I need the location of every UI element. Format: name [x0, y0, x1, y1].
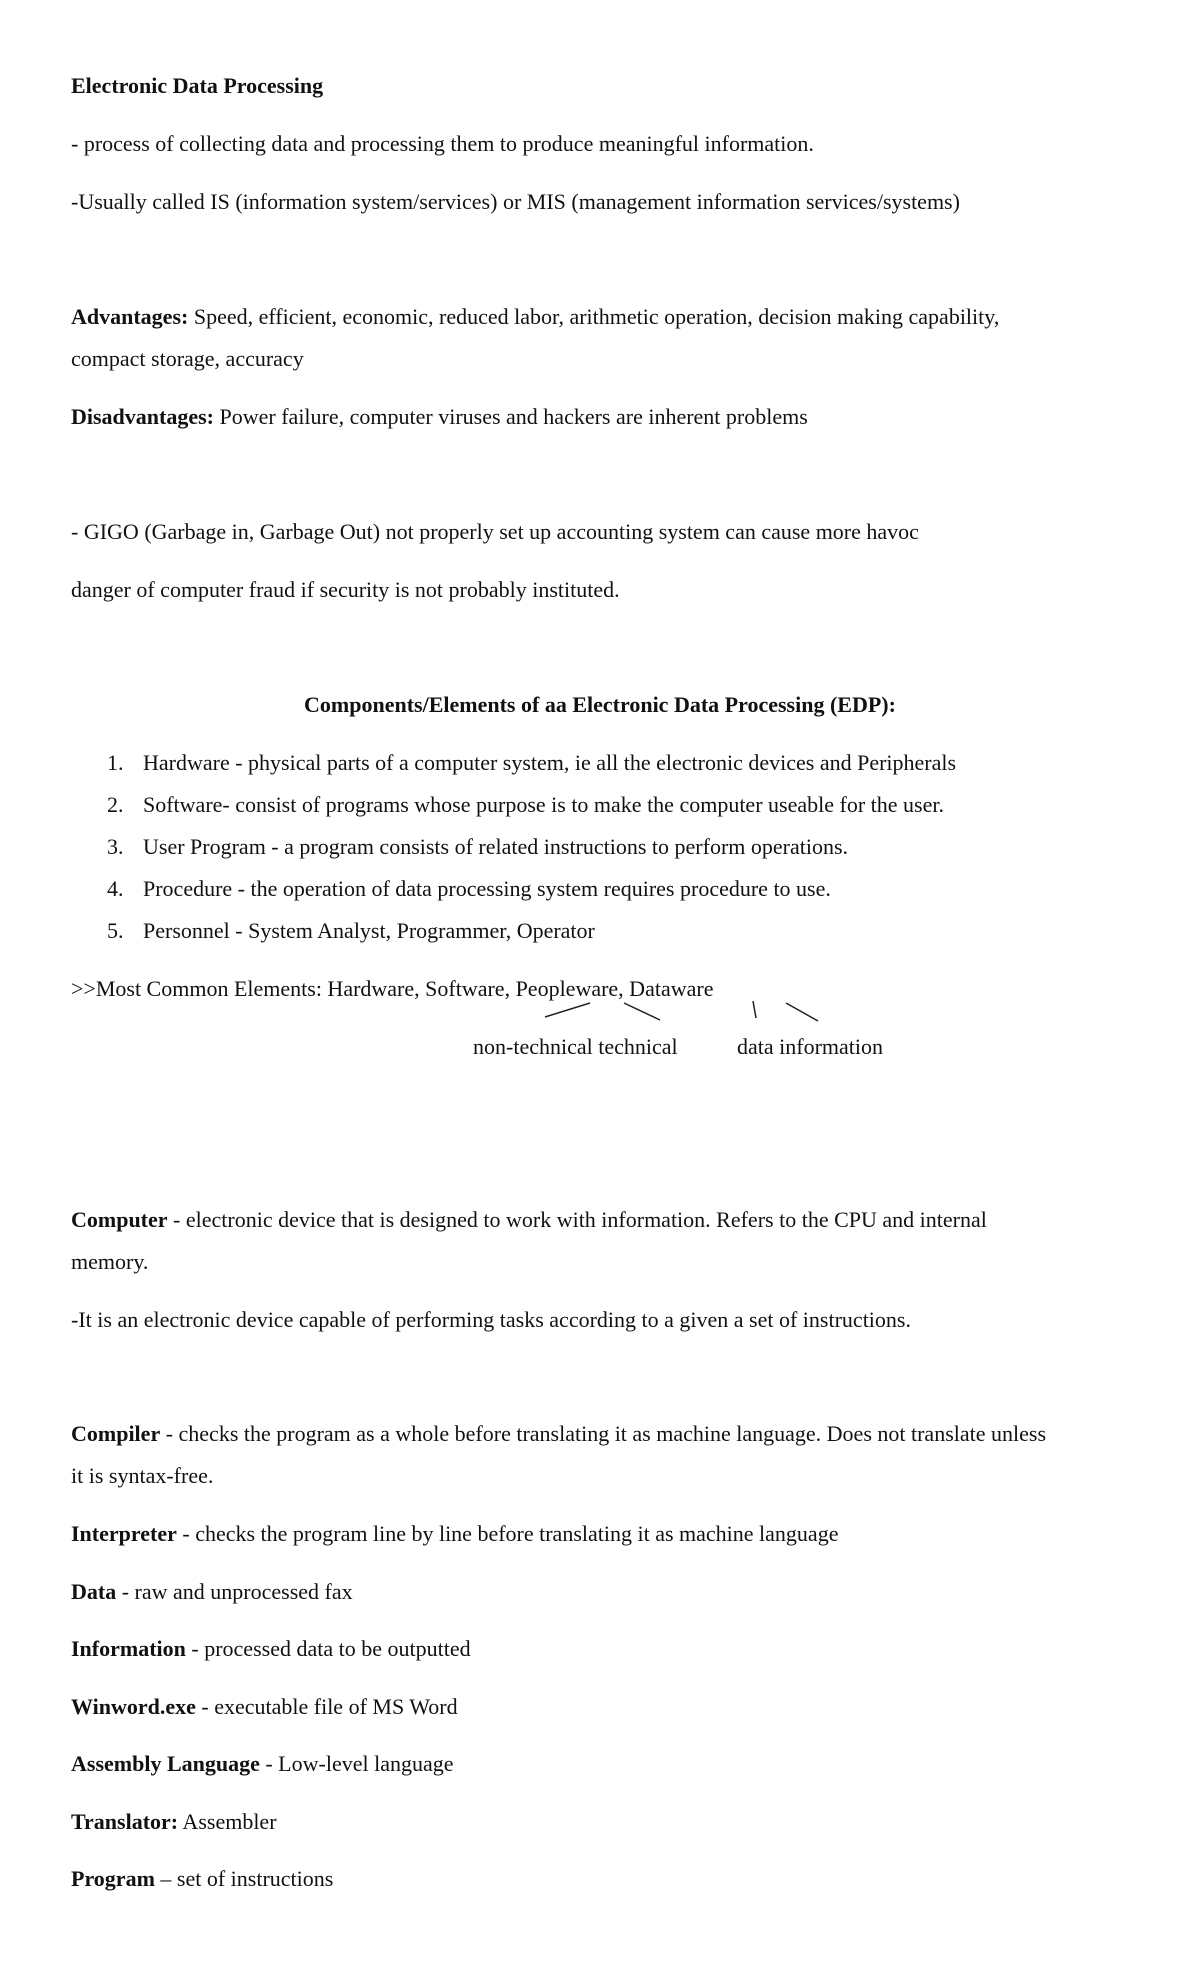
list-number: 4.	[107, 876, 124, 901]
definition-text: - checks the program line by line before translating it as machine language	[176, 1521, 839, 1546]
advantages-text: Speed, efficient, economic, reduced labor, arithmetic operation, decision making capability,	[188, 304, 1000, 329]
definition-data	[71, 1572, 353, 1612]
disadvantages-label: Disadvantages:	[71, 404, 215, 429]
list-text: Software- consist of programs whose purpose is to make the computer useable for the user.	[143, 792, 944, 817]
dataware-annotation: data information	[737, 1034, 884, 1059]
definition-translator	[71, 1802, 277, 1842]
list-item	[107, 911, 595, 951]
disadvantages-line	[71, 397, 808, 437]
definition-text: - executable file of MS Word	[195, 1694, 458, 1719]
definition-text: - processed data to be outputted	[185, 1636, 471, 1661]
definition-assembly-language	[71, 1744, 454, 1784]
list-number: 5.	[107, 918, 124, 943]
list-text: Hardware - physical parts of a computer system, ie all the electronic devices and Peripherals	[143, 750, 957, 775]
definition-compiler	[71, 1414, 1046, 1454]
computer-continuation: memory.	[71, 1249, 149, 1274]
definition-winword	[71, 1687, 458, 1727]
list-text: Personnel - System Analyst, Programmer, Operator	[143, 918, 595, 943]
definition-text: – set of instructions	[154, 1866, 334, 1891]
definition-term: Compiler	[71, 1421, 161, 1446]
definition-interpreter	[71, 1514, 838, 1554]
definition-information	[71, 1629, 471, 1669]
gigo-line-2: danger of computer fraud if security is not probably instituted.	[71, 577, 620, 602]
advantages-continuation: compact storage, accuracy	[71, 346, 304, 371]
annotation-stroke	[786, 1003, 818, 1021]
definition-text: - raw and unprocessed fax	[116, 1579, 353, 1604]
definition-term: Translator:	[71, 1809, 179, 1834]
definition-term: Data	[71, 1579, 117, 1604]
components-heading: Components/Elements of aa Electronic Data Processing (EDP):	[304, 692, 896, 717]
list-number: 3.	[107, 834, 124, 859]
list-text: User Program - a program consists of related instructions to perform operations.	[143, 834, 849, 859]
definition-term: Assembly Language	[71, 1751, 260, 1776]
advantages-label: Advantages:	[71, 304, 189, 329]
computer-line	[71, 1200, 987, 1240]
definition-compiler-continuation: it is syntax-free.	[71, 1463, 214, 1488]
intro-line-2: -Usually called IS (information system/services) or MIS (management information services/systems)	[71, 189, 960, 214]
definition-text: Assembler	[178, 1809, 277, 1834]
definition-term: Program	[71, 1866, 155, 1891]
computer-text: - electronic device that is designed to work with information. Refers to the CPU and internal	[167, 1207, 987, 1232]
definition-term: Interpreter	[71, 1521, 177, 1546]
gigo-line-1: - GIGO (Garbage in, Garbage Out) not properly set up accounting system can cause more havoc	[71, 519, 919, 544]
computer-term: Computer	[71, 1207, 168, 1232]
document-title	[71, 66, 323, 106]
annotation-stroke	[753, 1001, 756, 1018]
title-text: Electronic Data Processing	[71, 73, 324, 98]
intro-line-1: - process of collecting data and processing them to produce meaningful information.	[71, 131, 814, 156]
list-item	[107, 869, 831, 909]
advantages-line	[71, 297, 999, 337]
definition-text: - Low-level language	[259, 1751, 454, 1776]
list-item	[107, 743, 956, 783]
definition-text: - checks the program as a whole before translating it as machine language. Does not translate unless	[160, 1421, 1047, 1446]
definition-term: Information	[71, 1636, 186, 1661]
disadvantages-text: Power failure, computer viruses and hackers are inherent problems	[214, 404, 808, 429]
definition-term: Winword.exe	[71, 1694, 196, 1719]
list-number: 1.	[107, 750, 124, 775]
list-number: 2.	[107, 792, 124, 817]
definition-program	[71, 1859, 333, 1899]
list-item	[107, 785, 944, 825]
common-elements-line: >>Most Common Elements: Hardware, Software, Peopleware, Dataware	[71, 976, 714, 1001]
list-item	[107, 827, 848, 867]
peopleware-annotation: non-technical technical	[473, 1034, 678, 1059]
computer-line-3: -It is an electronic device capable of performing tasks according to a given a set of instructions.	[71, 1307, 911, 1332]
list-text: Procedure - the operation of data processing system requires procedure to use.	[143, 876, 831, 901]
